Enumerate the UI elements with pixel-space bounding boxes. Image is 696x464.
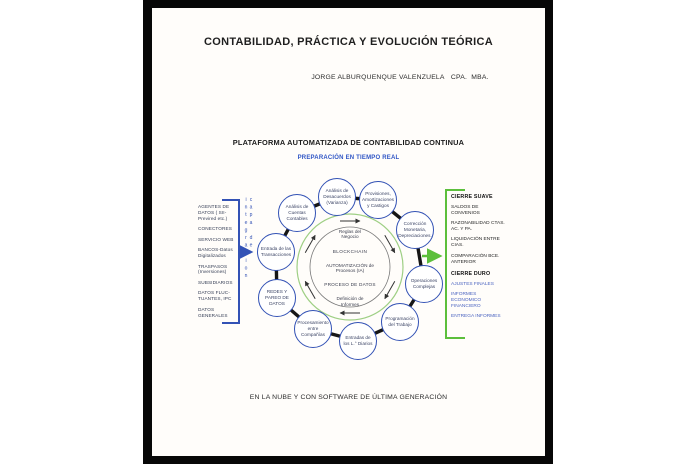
node-procesamiento-companias: [294, 310, 332, 348]
integration-layer-label: capa de integracion: [243, 197, 254, 281]
node-entradas-diarios: [339, 322, 377, 360]
node-operaciones-complejas: [405, 265, 443, 303]
hard-close-item: AJUSTES FINALES: [451, 282, 494, 288]
hard-close-list: [451, 271, 507, 325]
hard-close-item: INFORMES ECONOMICO FINANCIERO: [451, 292, 482, 310]
node-label: REDES Y PAREO DE DATOS: [265, 288, 289, 307]
document-page: [152, 8, 545, 456]
node-provisiones: [359, 181, 397, 219]
hub-line: Reglas del Negocio: [338, 229, 362, 240]
diagram-subtitle: PREPARACIÓN EN TIEMPO REAL: [297, 155, 400, 161]
node-label: Análisis de Desacuerdos (Varianza): [323, 187, 351, 206]
node-correccion-monetaria: [396, 211, 434, 249]
source-item: DATOS GENERALES: [198, 306, 228, 318]
hub-line: Definición de Informes: [336, 296, 364, 307]
page-title: CONTABILIDAD, PRÁCTICA Y EVOLUCIÓN TEÓRICA: [203, 36, 494, 48]
hard-close-item: ENTREGA INFORMES: [451, 314, 501, 320]
soft-close-item: RAZONABILIDAD CTAS. AC. Y PA.: [451, 221, 505, 233]
source-item: BANCOS-Datos Digitalizados: [198, 247, 233, 259]
soft-close-item: COMPARACIÓN BCE. ANTERIOR: [451, 253, 500, 265]
node-analisis-desacuerdos: [318, 178, 356, 216]
node-label: Análisis de Cuentas Contables: [285, 203, 309, 222]
soft-close-item: SALDOS DE CONVENIOS: [451, 205, 480, 217]
node-entrada-transacciones: [257, 233, 295, 271]
node-label: Programación del Trabajo: [385, 315, 415, 327]
node-analisis-cuentas: [278, 194, 316, 232]
author-line: JORGE ALBURQUENQUE VALENZUELA CPA. MBA.: [311, 74, 489, 81]
node-label: Corrección Monetaria, Depreciaciones.: [398, 220, 432, 239]
node-label: Operaciones Complejas: [410, 277, 438, 289]
source-item: AGENTES DE DATOS ( SII- Previred etc.): [198, 204, 230, 221]
hub-line: AUTOMATIZACIÓN de Procesos (IA): [325, 262, 374, 273]
source-list: [198, 204, 239, 323]
node-redes-pareo: [258, 279, 296, 317]
hub-line: PROCESO DE DATOS: [324, 282, 376, 288]
node-label: Procesamiento entre Compañías: [297, 319, 329, 338]
hard-close-heading: CIERRE DURO: [451, 271, 491, 277]
node-label: Provisiones, Amortizaciones y Castigos: [361, 190, 395, 209]
node-programacion-trabajo: [381, 303, 419, 341]
source-item: SUBSIDIARIOS: [198, 279, 233, 285]
source-item: TRASPASOS (Inversiones): [198, 263, 228, 275]
soft-close-list: [451, 194, 507, 270]
source-item: SERVICIO WEB: [198, 236, 234, 242]
node-label: Entrada de las Transacciones: [260, 245, 292, 257]
soft-close-heading: CIERRE SUAVE: [451, 194, 493, 200]
diagram-title: PLATAFORMA AUTOMATIZADA DE CONTABILIDAD CONTINUA: [232, 138, 465, 147]
soft-close-item: LIQUIDACIÓN ENTRE CIAS.: [451, 237, 500, 249]
source-item: CONECTORES: [198, 226, 232, 232]
hub-line: BLOCKCHAIN: [332, 248, 368, 254]
hub-text: [310, 229, 390, 307]
footer-caption: EN LA NUBE Y CON SOFTWARE DE ÚLTIMA GENERACIÓN: [249, 394, 448, 401]
source-item: DATOS FLUC- TUANTES, IPC: [198, 290, 232, 302]
node-label: Entradas de los L.° Diarios: [343, 334, 373, 346]
